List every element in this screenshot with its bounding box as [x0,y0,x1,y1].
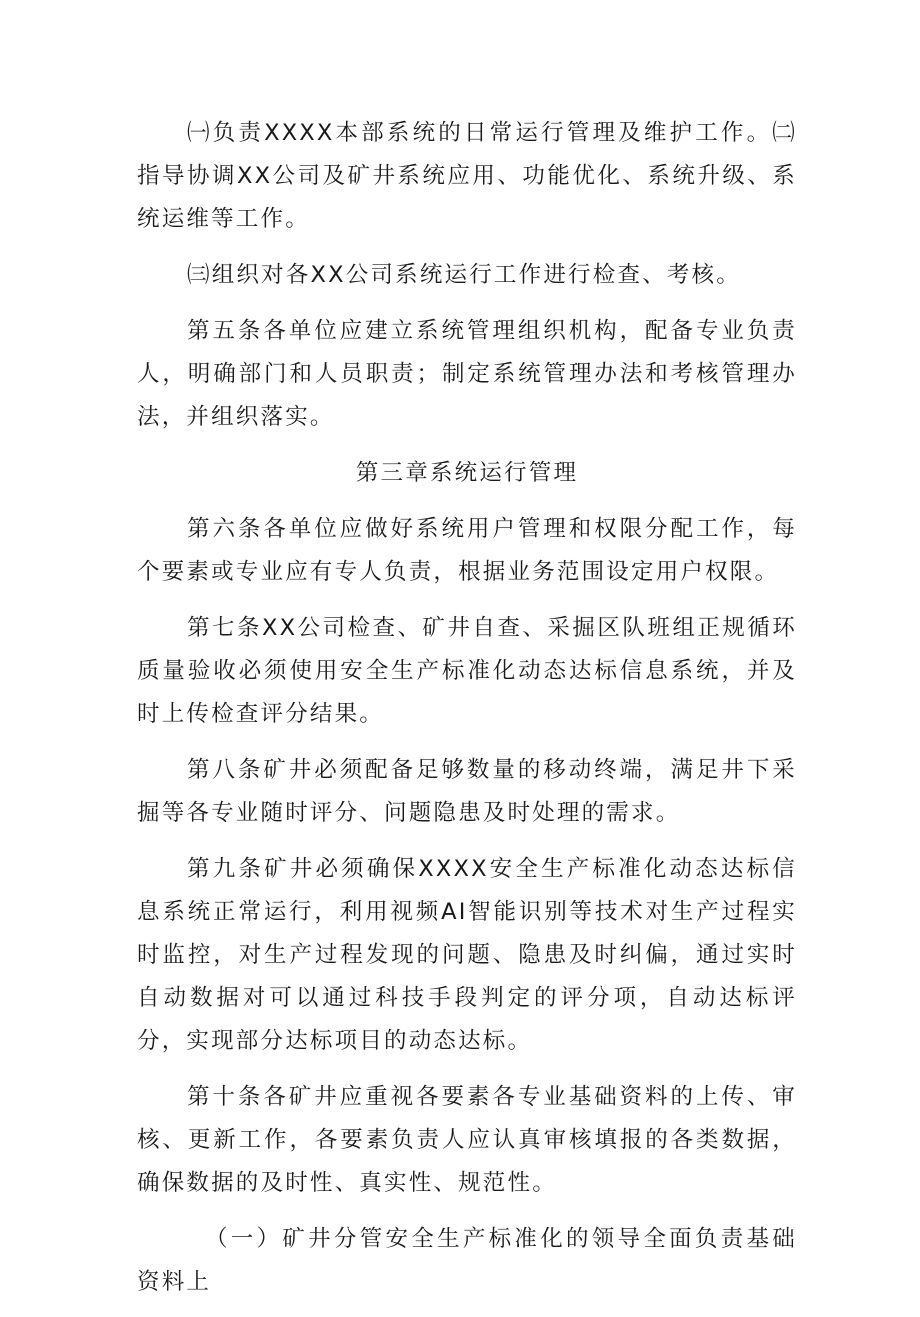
paragraph-duties-3: ㈢组织对各XX公司系统运行工作进行检查、考核。 [187,262,741,288]
paragraph-article-7: 第七条XX公司检查、矿井自查、采掘区队班组正规循环质量验收必须使用安全生产标准化动态达标信息系统，并及时上传检查评分结果。 [137,615,797,727]
paragraph-article-8: 第八条矿井必须配备足够数量的移动终端，满足井下采掘等各专业随时评分、问题隐患及时处理的需求。 [137,757,797,826]
chapter-heading: 第三章系统运行管理 [355,460,579,486]
paragraph-article-10-item-1: （一）矿井分管安全生产标准化的领导全面负责基础资料上 [137,1226,797,1295]
paragraph-article-5: 第五条各单位应建立系统管理组织机构，配备专业负责人，明确部门和人员职责；制定系统管理办法和考核管理办法，并组织落实。 [137,318,797,430]
document-body [137,112,797,1317]
paragraph-article-10: 第十条各矿井应重视各要素各专业基础资料的上传、审核、更新工作，各要素负责人应认真审核填报的各类数据，确保数据的及时性、真实性、规范性。 [137,1084,797,1196]
paragraph-article-6: 第六条各单位应做好系统用户管理和权限分配工作，每个要素或专业应有专人负责，根据业务范围设定用户权限。 [137,516,797,585]
paragraph-article-9: 第九条矿井必须确保XXXX安全生产标准化动态达标信息系统正常运行，利用视频AI智能识别等技术对生产过程实时监控，对生产过程发现的问题、隐患及时纠偏，通过实时自动数据对可以通过科技手段判定的评分项，自动达标评分，实现部分达标项目的动态达标。 [137,856,797,1054]
paragraph-duties-1-2: ㈠负责XXXX本部系统的日常运行管理及维护工作。㈡指导协调XX公司及矿井系统应用、功能优化、系统升级、系统运维等工作。 [137,120,797,232]
